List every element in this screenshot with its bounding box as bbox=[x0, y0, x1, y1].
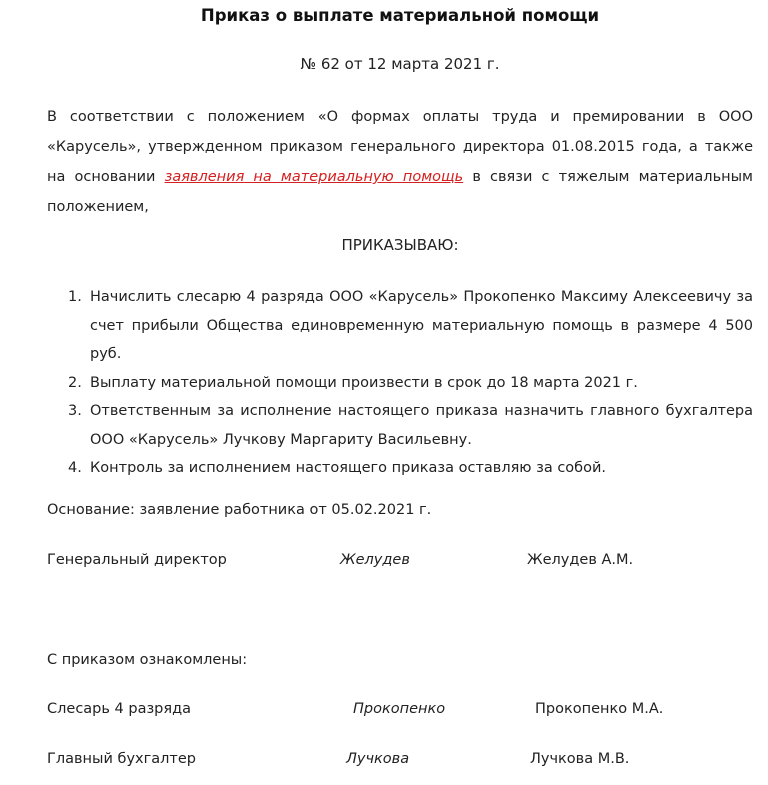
document-title: Приказ о выплате материальной помощи bbox=[200, 6, 600, 25]
basis-line: Основание: заявление работника от 05.02.2021 г. bbox=[47, 502, 432, 518]
order-item-text: Начислить слесарю 4 разряда ООО «Карусель» Прокопенко Максиму Алексеевичу за счет прибыли Общества единовременную материальную помощь в размере 4 500 руб. bbox=[90, 289, 753, 362]
acquainted-row bbox=[0, 701, 768, 725]
order-heading: ПРИКАЗЫВАЮ: bbox=[341, 236, 459, 254]
acquainted-row bbox=[0, 751, 768, 775]
order-item bbox=[47, 283, 753, 369]
order-item-number: 3. bbox=[68, 403, 82, 419]
order-item-number: 1. bbox=[68, 289, 82, 305]
order-item-number: 4. bbox=[68, 460, 82, 476]
order-item bbox=[47, 369, 753, 398]
order-item-text: Контроль за исполнением настоящего приказа оставляю за собой. bbox=[90, 460, 607, 476]
preamble-text-start: В соответствии с положением «О формах оплаты труда и премировании в ООО «Карусель», утвержденном приказом генерального директора 01.08.2015 года, а также на основании bbox=[47, 109, 753, 185]
acquainted-name: Лучкова М.В. bbox=[530, 751, 630, 767]
acquainted-signature: Лучкова bbox=[346, 751, 410, 767]
preamble-text-end: в связи с тяжелым материальным положением, bbox=[47, 169, 753, 215]
order-number-date: № 62 от 12 марта 2021 г. bbox=[300, 55, 500, 73]
application-link[interactable]: заявления на материальную помощь bbox=[164, 169, 464, 185]
director-signature: Желудев bbox=[340, 552, 410, 568]
acquainted-position: Главный бухгалтер bbox=[47, 751, 196, 767]
director-name: Желудев А.М. bbox=[527, 552, 634, 568]
order-item-number: 2. bbox=[68, 374, 82, 391]
director-position: Генеральный директор bbox=[47, 552, 227, 568]
acquainted-position: Слесарь 4 разряда bbox=[47, 701, 192, 717]
order-item-text: Выплату материальной помощи произвести в срок до 18 марта 2021 г. bbox=[90, 374, 638, 391]
order-item-text: Ответственным за исполнение настоящего приказа назначить главного бухгалтера ООО «Карусель» Лучкову Маргариту Васильевну. bbox=[90, 403, 753, 448]
acquainted-name: Прокопенко М.А. bbox=[535, 701, 664, 717]
acquainted-signature: Прокопенко bbox=[353, 701, 446, 717]
acquainted-label: С приказом ознакомлены: bbox=[47, 652, 248, 668]
order-item bbox=[47, 454, 753, 483]
preamble-paragraph bbox=[47, 102, 753, 222]
director-signature-row bbox=[0, 552, 768, 576]
order-items-list bbox=[47, 283, 753, 483]
order-item bbox=[47, 397, 753, 454]
